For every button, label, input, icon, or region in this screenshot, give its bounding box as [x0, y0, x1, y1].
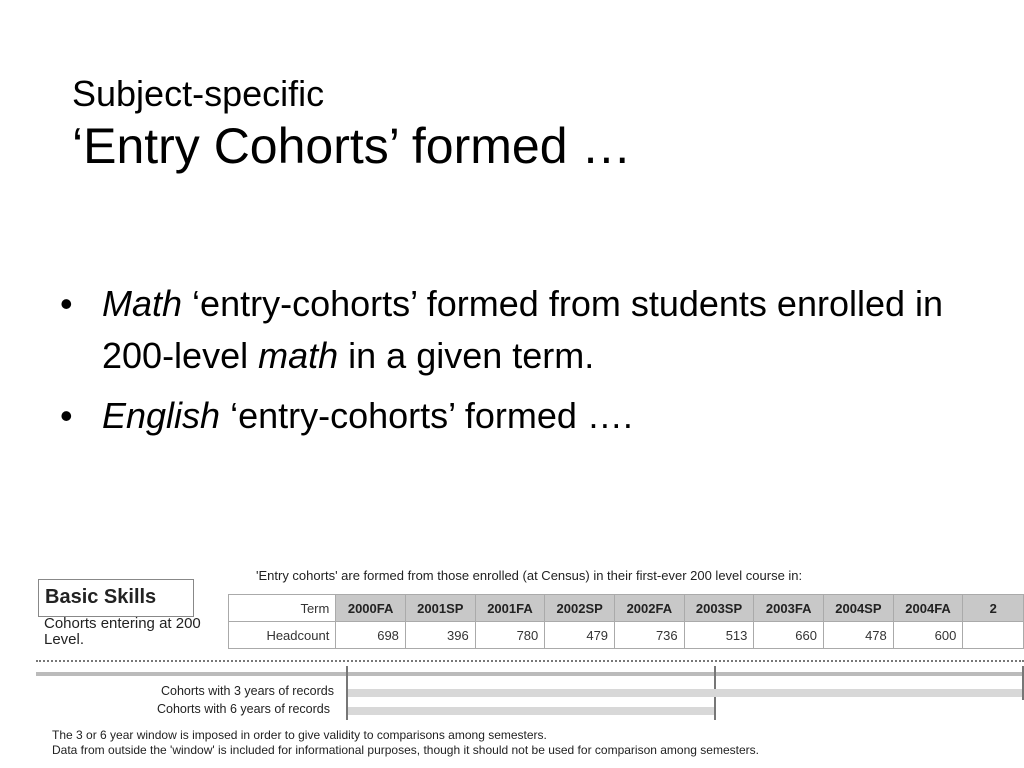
bullet-item-english [60, 390, 980, 442]
three-year-label: Cohorts with 3 years of records [161, 684, 334, 698]
six-year-bar [348, 707, 714, 715]
bullet-dot: • [60, 283, 73, 324]
headcount-cell: 660 [754, 622, 824, 649]
window-note: The 3 or 6 year window is imposed in order to give validity to comparisons among semesters. [52, 728, 547, 742]
headcount-cell: 396 [405, 622, 475, 649]
outside-window-note: Data from outside the 'window' is included for informational purposes, though it should not be used for comparison among semesters. [52, 743, 759, 757]
six-year-label: Cohorts with 6 years of records [157, 702, 330, 716]
table-row-terms [229, 595, 1024, 622]
term-cell: 2002SP [545, 595, 615, 622]
figure-heading: 'Entry cohorts' are formed from those enrolled (at Census) in their first-ever 200 level course in: [256, 568, 803, 583]
cohort-table [228, 594, 1024, 649]
term-cell: 2001SP [405, 595, 475, 622]
bullet-emphasis: math [258, 335, 339, 376]
basic-skills-label: Basic Skills [45, 586, 157, 608]
headcount-cell: 478 [824, 622, 894, 649]
row-header: Headcount [229, 622, 336, 649]
term-cell: 2 [963, 595, 1024, 622]
basic-skills-box [38, 579, 194, 617]
bullet-item-math [60, 278, 980, 382]
bullet-list [60, 278, 980, 450]
dotted-divider [36, 660, 1024, 662]
bullet-text: in a given term. [338, 335, 595, 376]
term-cell: 2003SP [684, 595, 754, 622]
bullet-emphasis: English [102, 395, 221, 436]
slide-title-block [72, 72, 631, 176]
cohort-description: Cohorts entering at 200 Level. [44, 615, 201, 648]
cohort-figure [36, 564, 1024, 768]
headcount-cell: 479 [545, 622, 615, 649]
headcount-cell: 513 [684, 622, 754, 649]
headcount-cell: 780 [475, 622, 545, 649]
bullet-text: ‘entry-cohorts’ formed …. [220, 395, 633, 436]
headcount-cell: 736 [615, 622, 685, 649]
slide-title: ‘Entry Cohorts’ formed … [72, 118, 632, 174]
bullet-text: ‘entry-cohorts’ formed from students enrolled in 200-level [102, 283, 944, 376]
term-cell: 2004SP [824, 595, 894, 622]
term-cell: 2003FA [754, 595, 824, 622]
term-cell: 2001FA [475, 595, 545, 622]
headcount-cell [963, 622, 1024, 649]
row-header: Term [229, 595, 336, 622]
bullet-emphasis: Math [102, 283, 183, 324]
headcount-cell: 698 [336, 622, 406, 649]
bullet-dot: • [60, 395, 73, 436]
term-cell: 2004FA [893, 595, 963, 622]
headcount-cell: 600 [893, 622, 963, 649]
term-cell: 2000FA [336, 595, 406, 622]
three-year-bar [348, 689, 1022, 697]
slide-subtitle: Subject-specific [72, 73, 325, 114]
table-row-headcount [229, 622, 1024, 649]
timeline-band [36, 672, 1024, 676]
term-cell: 2002FA [615, 595, 685, 622]
